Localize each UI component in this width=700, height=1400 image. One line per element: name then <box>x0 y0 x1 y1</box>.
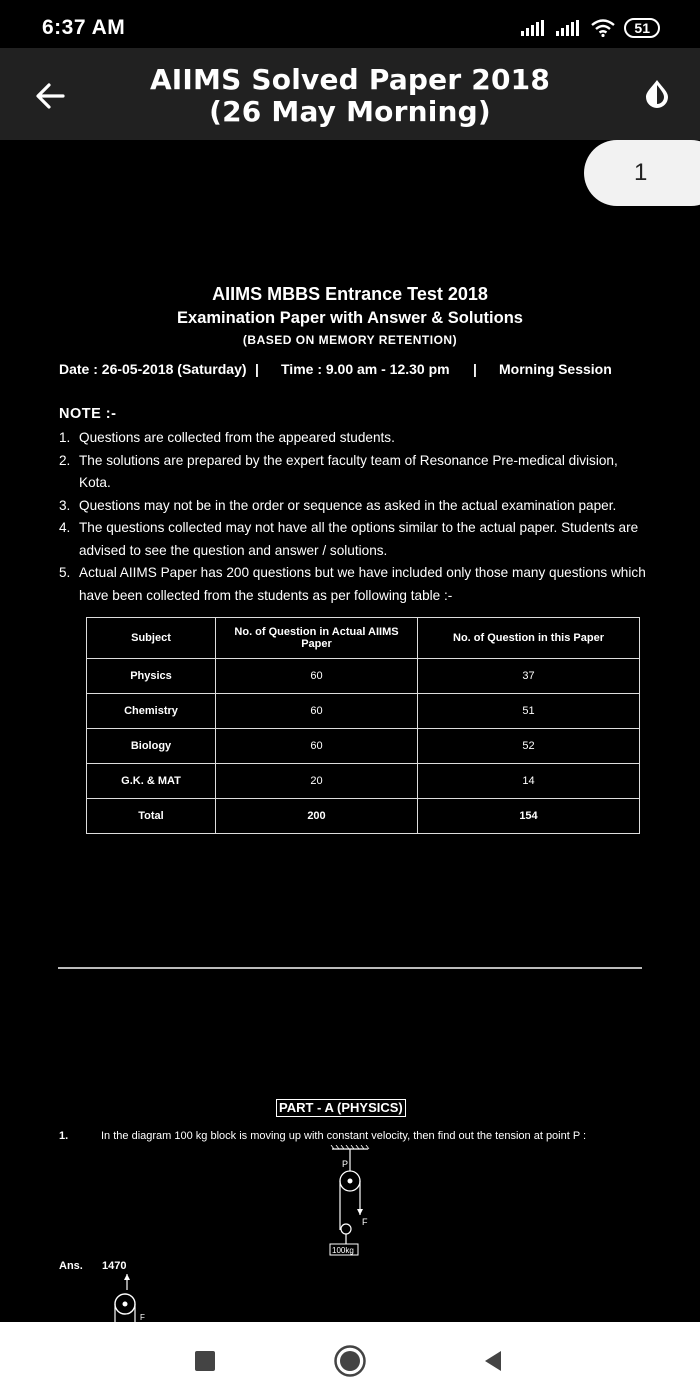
status-icons <box>521 16 660 40</box>
table-cell: 52 <box>418 729 640 764</box>
note-number: 4. <box>59 520 71 535</box>
status-time: 6:37 AM <box>42 16 126 39</box>
table-header-row <box>87 618 640 659</box>
recent-apps-button[interactable] <box>188 1344 222 1378</box>
home-button[interactable] <box>333 1344 367 1378</box>
document-note-retention: (BASED ON MEMORY RETENTION) <box>242 333 458 347</box>
note-text: Questions are collected from the appeared students. <box>79 430 395 445</box>
separator: | <box>473 361 477 377</box>
separator: | <box>255 361 259 377</box>
note-number: 1. <box>59 430 71 445</box>
table-cell: 37 <box>418 659 640 694</box>
contrast-drop-icon <box>642 78 672 108</box>
system-back-button[interactable] <box>476 1344 510 1378</box>
battery-icon: 51 <box>624 18 660 38</box>
table-cell: Chemistry <box>87 694 216 729</box>
table-row <box>87 799 640 834</box>
table-cell: G.K. & MAT <box>87 764 216 799</box>
table-cell: 60 <box>216 729 418 764</box>
home-circle-icon <box>333 1344 367 1378</box>
exam-session: Morning Session <box>499 361 612 377</box>
table-cell: 154 <box>418 799 640 834</box>
recent-apps-square-icon <box>194 1350 216 1372</box>
diagram-label-block: 100kg <box>332 1246 354 1255</box>
table-header: Subject <box>87 618 216 659</box>
table-row <box>87 764 640 799</box>
part-heading: PART - A (PHYSICS) <box>276 1099 406 1117</box>
note-text: The questions collected may not have all the options similar to the actual paper. Students are advised to see the question and answer / solutions. <box>79 520 639 558</box>
question-count-table <box>86 617 640 834</box>
table-cell: Biology <box>87 729 216 764</box>
table-header: No. of Question in Actual AIIMS Paper <box>216 618 418 659</box>
page-indicator[interactable]: 1 <box>584 140 700 206</box>
wifi-icon <box>591 19 615 37</box>
document-subtitle: Examination Paper with Answer & Solutions <box>177 309 523 327</box>
note-number: 3. <box>59 497 71 513</box>
app-bar <box>0 48 700 140</box>
signal-icon <box>521 20 547 36</box>
back-triangle-icon <box>481 1349 505 1373</box>
table-cell: 200 <box>216 799 418 834</box>
note-list <box>59 427 649 607</box>
note-item <box>59 517 649 562</box>
note-text: Actual AIIMS Paper has 200 questions but we have included only those many questions which have been collected from the students as per following table :- <box>79 565 646 603</box>
answer-diagram-label-f: F <box>140 1313 145 1322</box>
document-title: AIIMS MBBS Entrance Test 2018 <box>212 284 488 304</box>
exam-date-line <box>59 361 639 377</box>
table-cell: 60 <box>216 694 418 729</box>
app-title: AIIMS Solved Paper 2018 (26 May Morning) <box>149 63 551 128</box>
note-text: Questions may not be in the order or sequence as asked in the actual examination paper. <box>79 497 617 513</box>
status-bar <box>0 0 700 48</box>
answer-diagram <box>100 1272 160 1322</box>
page-divider <box>58 967 642 969</box>
table-row <box>87 694 640 729</box>
note-number: 5. <box>59 565 71 580</box>
navigation-bar <box>0 1322 700 1400</box>
question-text: In the diagram 100 kg block is moving up with constant velocity, then find out the tension at point P : <box>101 1130 587 1142</box>
signal-icon <box>556 20 582 36</box>
note-heading: NOTE :- <box>59 406 117 422</box>
table-cell: Total <box>87 799 216 834</box>
question-number: 1. <box>59 1130 69 1142</box>
diagram-label-p: P <box>342 1159 349 1169</box>
table-cell: 14 <box>418 764 640 799</box>
exam-time: Time : 9.00 am - 12.30 pm <box>281 361 450 377</box>
answer-value: 1470 <box>102 1260 127 1272</box>
table-cell: Physics <box>87 659 216 694</box>
note-item <box>59 495 649 518</box>
pulley-diagram <box>320 1145 380 1260</box>
table-header: No. of Question in this Paper <box>418 618 640 659</box>
table-cell: 60 <box>216 659 418 694</box>
table-row <box>87 659 640 694</box>
note-text: The solutions are prepared by the expert faculty team of Resonance Pre-medical division, Kota. <box>79 452 618 490</box>
arrow-left-icon <box>35 83 65 109</box>
note-item <box>59 427 649 450</box>
table-cell: 20 <box>216 764 418 799</box>
exam-date: Date : 26-05-2018 (Saturday) <box>59 361 247 377</box>
table-row <box>87 729 640 764</box>
back-button[interactable] <box>32 78 68 114</box>
theme-toggle-button[interactable] <box>642 78 672 108</box>
table-cell: 51 <box>418 694 640 729</box>
diagram-label-f: F <box>362 1217 368 1227</box>
note-item <box>59 562 649 607</box>
note-item <box>59 450 649 495</box>
answer-label: Ans. <box>59 1260 83 1272</box>
note-number: 2. <box>59 452 71 468</box>
